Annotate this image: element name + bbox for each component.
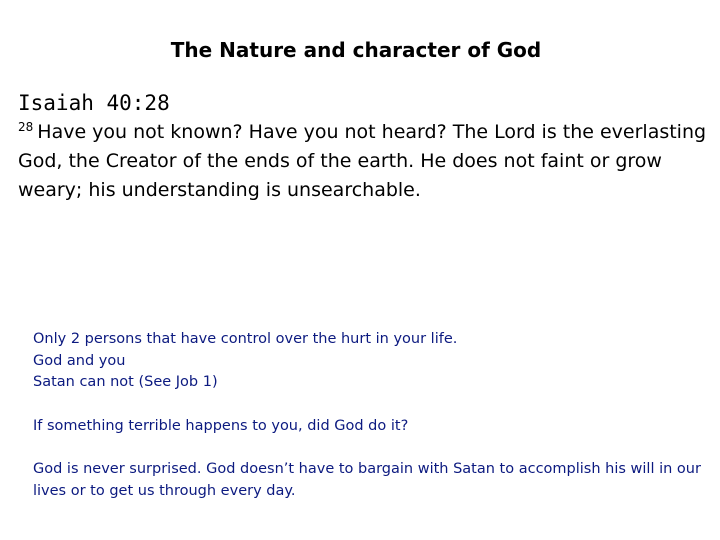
scripture-text: Have you not known? Have you not heard? The Lord is the everlasting God, the Creator of the ends of the earth. He does not faint or grow weary; his understanding is unsearchable. xyxy=(18,121,707,201)
notes-closing: God is never surprised. God doesn’t have to bargain with Satan to accomplish his will in our lives or to get us through every day. xyxy=(33,461,701,499)
notes-question: If something terrible happens to you, did God do it? xyxy=(33,417,409,434)
scripture-reference: Isaiah 40:28 xyxy=(18,91,170,115)
notes-block xyxy=(33,329,703,502)
spacer xyxy=(33,437,703,459)
notes-line-god-and-you: God and you xyxy=(33,352,126,369)
notes-line-control: Only 2 persons that have control over the hurt in your life. xyxy=(33,331,458,347)
scripture-block xyxy=(18,89,708,205)
verse-number: 28 xyxy=(18,119,34,134)
spacer xyxy=(33,394,703,416)
slide-title: The Nature and character of God xyxy=(170,38,542,63)
notes-line-satan: Satan can not (See Job 1) xyxy=(33,374,218,390)
